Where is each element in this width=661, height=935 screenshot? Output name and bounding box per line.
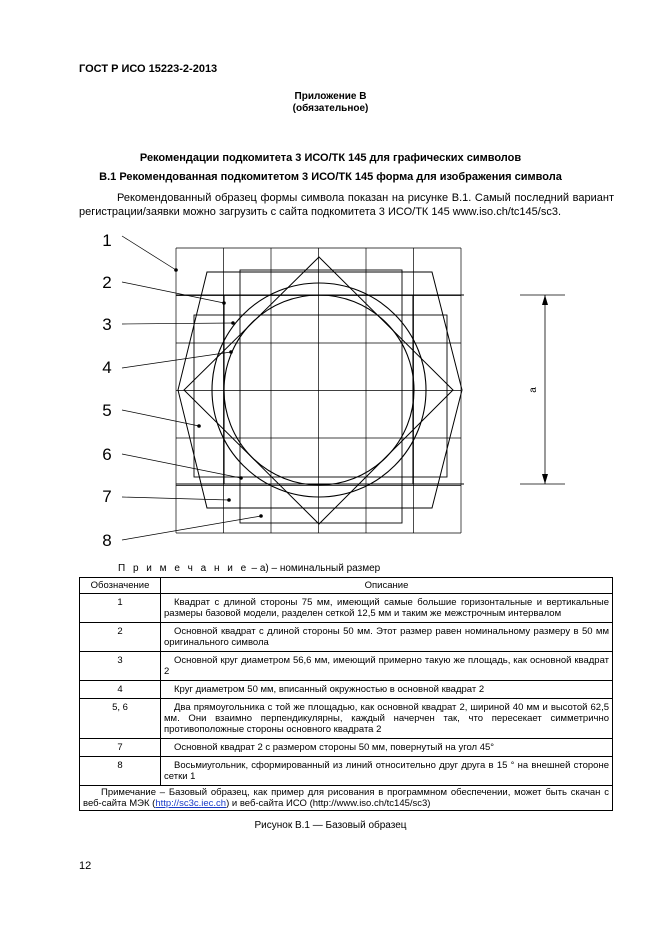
row-description: Основной круг диаметром 56,6 мм, имеющий примерно такую же площадь, как основной квадрат 2 bbox=[161, 652, 613, 681]
table-row bbox=[80, 739, 613, 757]
iec-link[interactable]: http://sc3c.iec.ch bbox=[155, 798, 227, 809]
note-prefix: П р и м е ч а н и е bbox=[118, 563, 249, 574]
table-row bbox=[80, 681, 613, 699]
figure-label-5: 5 bbox=[102, 401, 112, 420]
figure-label-7: 7 bbox=[102, 487, 112, 506]
basic-pattern-figure bbox=[0, 220, 661, 560]
grid-square-1 bbox=[176, 248, 461, 533]
row-code: 5, 6 bbox=[80, 699, 161, 739]
dimension-label: a bbox=[528, 387, 539, 393]
figure-labels bbox=[102, 231, 111, 550]
legend-header-code: Обозначение bbox=[80, 578, 161, 594]
document-code: ГОСТ Р ИСО 15223-2-2013 bbox=[79, 63, 218, 75]
row-code: 2 bbox=[80, 623, 161, 652]
row-code: 1 bbox=[80, 594, 161, 623]
annex-status: (обязательное) bbox=[292, 103, 369, 114]
figure-label-1: 1 bbox=[102, 231, 112, 250]
figure-label-8: 8 bbox=[102, 531, 112, 550]
annex-title: Приложение В bbox=[294, 91, 367, 102]
figure-label-2: 2 bbox=[102, 273, 112, 292]
octagon-8 bbox=[178, 272, 462, 508]
legend-footnote: Примечание – Базовый образец, как пример для рисования в программном обеспечении, может быть скачан с веб-сайта МЭК (http://sc3c.iec.ch) и веб-сайта ИСО (http://www.iso.ch/tc145/sc3) bbox=[80, 786, 613, 811]
legend-header-description: Описание bbox=[161, 578, 613, 594]
figure-label-6: 6 bbox=[102, 445, 112, 464]
table-row bbox=[80, 652, 613, 681]
row-code: 7 bbox=[80, 739, 161, 757]
legend-table bbox=[79, 577, 613, 811]
figure-caption: Рисунок В.1 — Базовый образец bbox=[254, 820, 407, 831]
row-description: Круг диаметром 50 мм, вписанный окружностью в основной квадрат 2 bbox=[161, 681, 613, 699]
intro-paragraph bbox=[79, 191, 614, 219]
row-code: 4 bbox=[80, 681, 161, 699]
table-row bbox=[80, 699, 613, 739]
section-title: Рекомендации подкомитета 3 ИСО/ТК 145 для графических символов bbox=[139, 152, 522, 164]
figure-note bbox=[118, 563, 380, 574]
figure-label-3: 3 bbox=[102, 315, 112, 334]
subsection-title: В.1 Рекомендованная подкомитетом 3 ИСО/ТК 145 форма для изображения символа bbox=[99, 171, 562, 183]
legend-footnote-row bbox=[80, 786, 613, 811]
row-code: 8 bbox=[80, 757, 161, 786]
row-code: 3 bbox=[80, 652, 161, 681]
row-description: Восьмиугольник, сформированный из линий относительно друг друга в 15 ° на внешней стороне сетки 1 bbox=[161, 757, 613, 786]
figure-label-4: 4 bbox=[102, 358, 112, 377]
row-description: Основной квадрат 2 с размером стороны 50 мм, повернутый на угол 45° bbox=[161, 739, 613, 757]
dimension-marker bbox=[520, 295, 565, 484]
table-row bbox=[80, 757, 613, 786]
row-description: Два прямоугольника с той же площадью, как основной квадрат 2, шириной 40 мм и высотой 62,5 мм. Они взаимно перпендикулярны, каждый начерчен так, что пересекает симметрично противоположные стороны основного квадрата 2 bbox=[161, 699, 613, 739]
table-row bbox=[80, 623, 613, 652]
page-number: 12 bbox=[79, 860, 92, 872]
intro-paragraph-text: Рекомендованный образец формы символа показан на рисунке В.1. Самый последний вариант регистрации/заявки можно загрузить с сайта подкомитета 3 ИСО/ТК 145 www.iso.ch/tc145/sc3. bbox=[79, 192, 614, 218]
row-description: Основной квадрат с длиной стороны 50 мм. Этот размер равен номинальному размеру в 50 мм оригинального символа bbox=[161, 623, 613, 652]
table-row bbox=[80, 594, 613, 623]
legend-header-row bbox=[80, 578, 613, 594]
row-description: Квадрат с длиной стороны 75 мм, имеющий самые большие горизонтальные и вертикальные размеры базовой модели, разделен сеткой 12,5 мм и таким же межстрочным интервалом bbox=[161, 594, 613, 623]
note-text: – а) – номинальный размер bbox=[248, 563, 381, 574]
